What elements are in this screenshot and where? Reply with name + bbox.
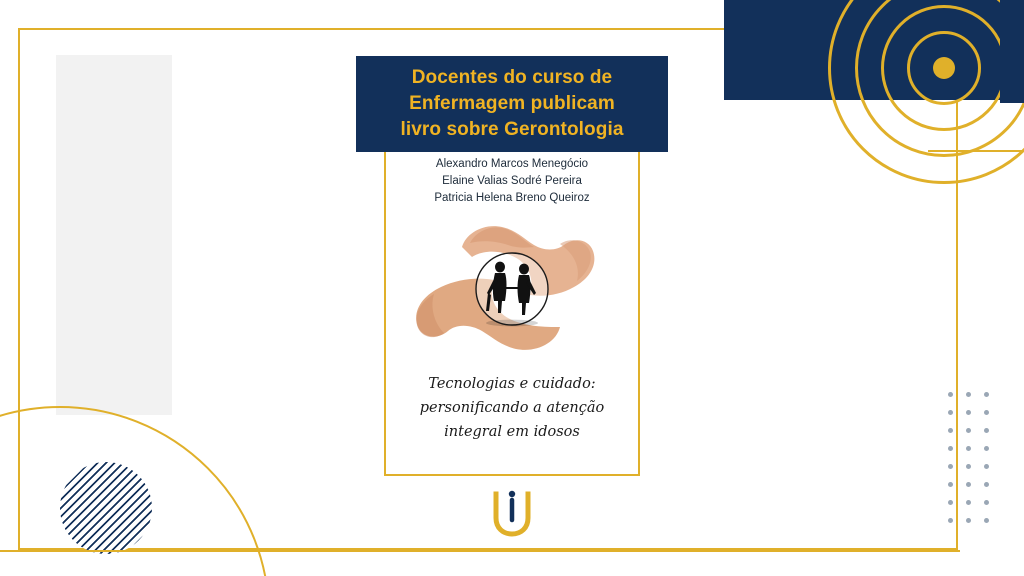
decorative-dot — [984, 518, 989, 523]
decorative-dot — [984, 482, 989, 487]
author-name: Patricia Helena Breno Queiroz — [434, 192, 590, 204]
headline-line-1: Docentes do curso de — [411, 67, 613, 88]
author-list — [384, 156, 640, 207]
bottom-gold-rule — [0, 550, 960, 552]
decorative-dot — [966, 482, 971, 487]
book-subtitle — [394, 372, 630, 444]
right-gold-rule — [928, 150, 1024, 152]
decorative-dot — [984, 392, 989, 397]
decorative-dot — [966, 464, 971, 469]
decorative-dot — [948, 482, 953, 487]
book-subtitle-line-2: personificando a atenção — [419, 400, 605, 416]
institution-logo — [486, 488, 538, 540]
decorative-dot — [984, 410, 989, 415]
decorative-dot — [966, 500, 971, 505]
book-subtitle-line-3: integral em idosos — [444, 424, 580, 440]
decorative-dot — [948, 446, 953, 451]
hands-holding-elderly-couple-icon — [384, 215, 640, 360]
headline-line-2: Enfermagem publicam — [409, 93, 615, 114]
decorative-dot — [984, 428, 989, 433]
decorative-dot — [948, 410, 953, 415]
decorative-dot — [966, 446, 971, 451]
decorative-dot — [966, 392, 971, 397]
author-name: Alexandro Marcos Menegócio — [435, 158, 589, 170]
dot-grid-decoration — [948, 392, 1008, 532]
book-subtitle-line-1: Tecnologias e cuidado: — [428, 376, 596, 392]
decorative-dot — [984, 500, 989, 505]
headline-text — [400, 65, 623, 143]
decorative-dot — [984, 446, 989, 451]
decorative-dot — [966, 518, 971, 523]
decorative-dot — [948, 428, 953, 433]
decorative-dot — [966, 410, 971, 415]
cover-illustration — [384, 215, 640, 360]
decorative-dot — [948, 464, 953, 469]
hatched-circle-decoration — [60, 462, 152, 554]
decorative-dot — [984, 464, 989, 469]
decorative-dot — [966, 428, 971, 433]
navy-corner-block-edge — [1000, 0, 1024, 103]
decorative-dot — [948, 500, 953, 505]
concentric-rings-decoration — [824, 0, 1024, 188]
headline-line-3: livro sobre Gerontologia — [400, 119, 624, 140]
author-name: Elaine Valias Sodré Pereira — [442, 175, 582, 187]
decorative-dot — [948, 518, 953, 523]
headline-banner — [356, 56, 668, 152]
university-u-logo-icon — [486, 488, 538, 540]
decorative-dot — [948, 392, 953, 397]
